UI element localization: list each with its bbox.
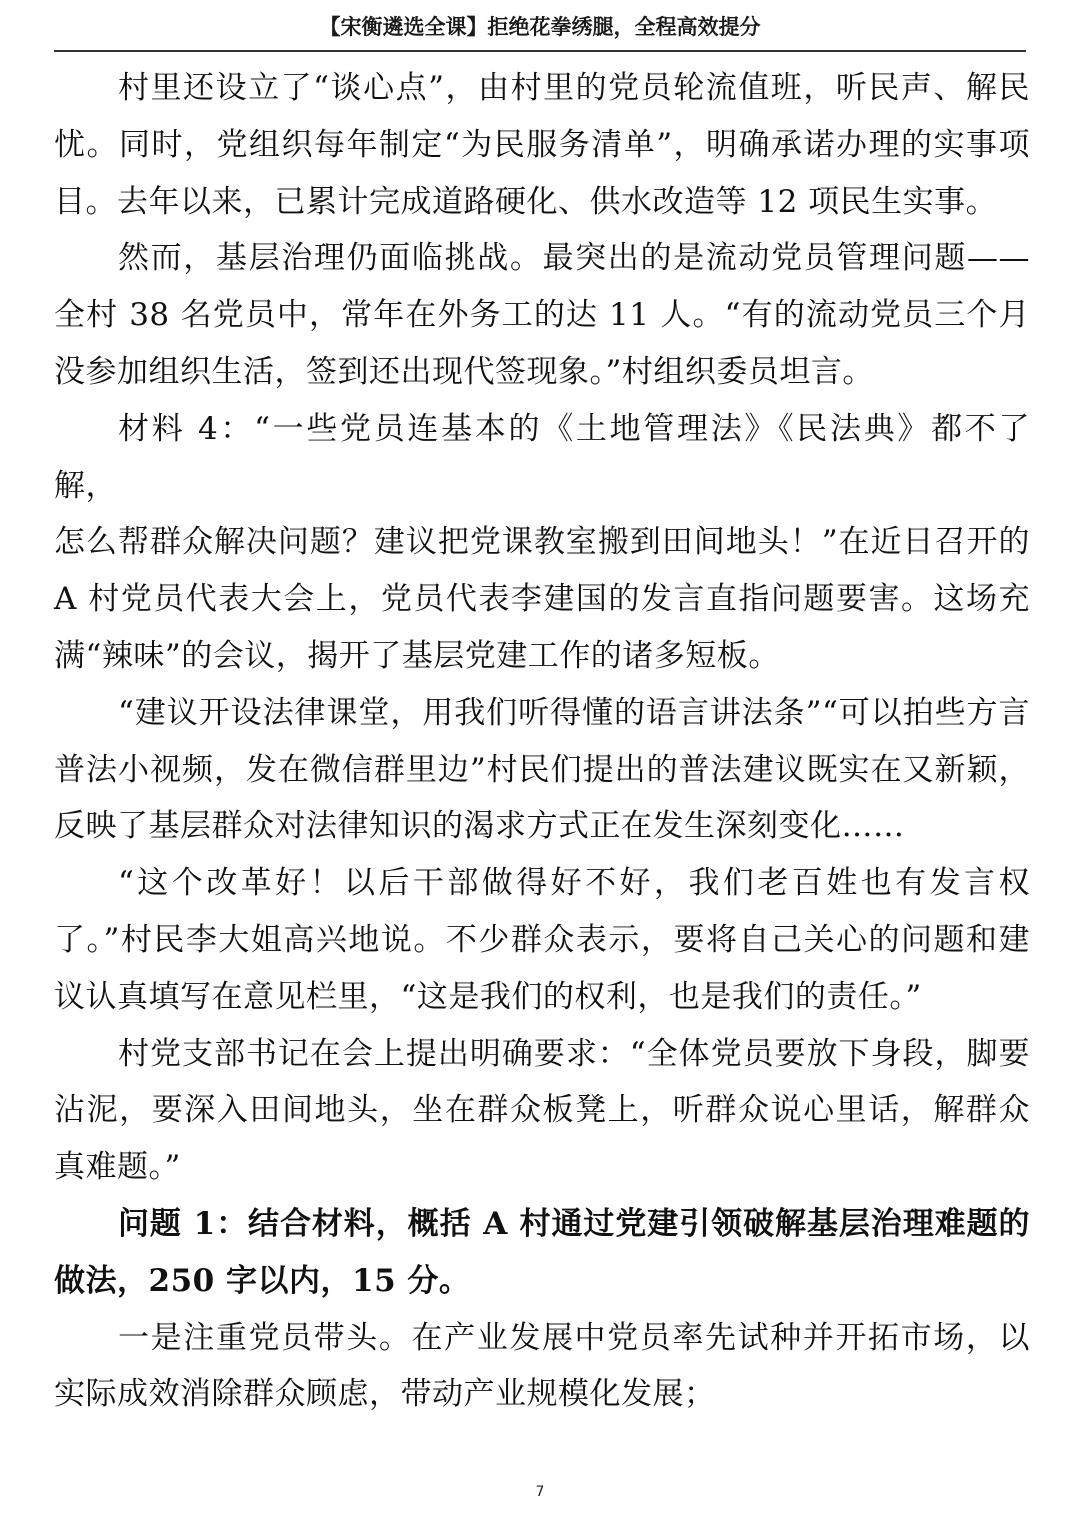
header-divider [54,50,1026,52]
paragraph-challenges: 然而，基层治理仍面临挑战。最突出的是流动党员管理问题——全村 38 名党员中，常年在外务工的达 11 人。“有的流动党员三个月没参加组织生活，签到还出现代签现象。”村组织委员坦言。 [54,240,1030,390]
paragraph-law-suggestions: “建议开设法律课堂，用我们听得懂的语言讲法条”“可以拍些方言普法小视频，发在微信群里边”村民们提出的普法建议既实在又新颖，反映了基层群众对法律知识的渴求方式正在发生深刻变化…… [54,694,1030,845]
document-body [54,60,1030,1423]
paragraph-material-4-opening: 材料 4：“一些党员连基本的《土地管理法》《民法典》都不了解， [54,410,1030,504]
page-number: 7 [535,1484,545,1500]
paragraph-talk-point: 村里还设立了“谈心点”，由村里的党员轮流值班，听民声、解民忧。同时，党组织每年制定“为民服务清单”，明确承诺办理的实事项目。去年以来，已累计完成道路硬化、供水改造等 12 项民生实事。 [54,70,1030,220]
question-1: 问题 1：结合材料，概括 A 村通过党建引领破解基层治理难题的做法，250 字以内，15 分。 [54,1205,1030,1299]
paragraph-secretary-requirements: 村党支部书记在会上提出明确要求：“全体党员要放下身段，脚要沾泥，要深入田间地头，坐在群众板凳上，听群众说心里话，解群众真难题。” [54,1035,1030,1186]
paragraph-material-4-continued: 怎么帮群众解决问题？建议把党课教室搬到田间地头！”在近日召开的 A 村党员代表大会上，党员代表李建国的发言直指问题要害。这场充满“辣味”的会议，揭开了基层党建工作的诸多短板。 [54,524,1030,674]
document-header-title: 【宋衡遴选全课】拒绝花拳绣腿，全程高效提分 [319,15,761,39]
answer-point-1: 一是注重党员带头。在产业发展中党员率先试种并开拓市场，以实际成效消除群众顾虑，带动产业规模化发展； [54,1319,1030,1413]
paragraph-villager-quote: “这个改革好！以后干部做得好不好，我们老百姓也有发言权了。”村民李大姐高兴地说。不少群众表示，要将自己关心的问题和建议认真填写在意见栏里，“这是我们的权利，也是我们的责任。” [54,865,1030,1015]
